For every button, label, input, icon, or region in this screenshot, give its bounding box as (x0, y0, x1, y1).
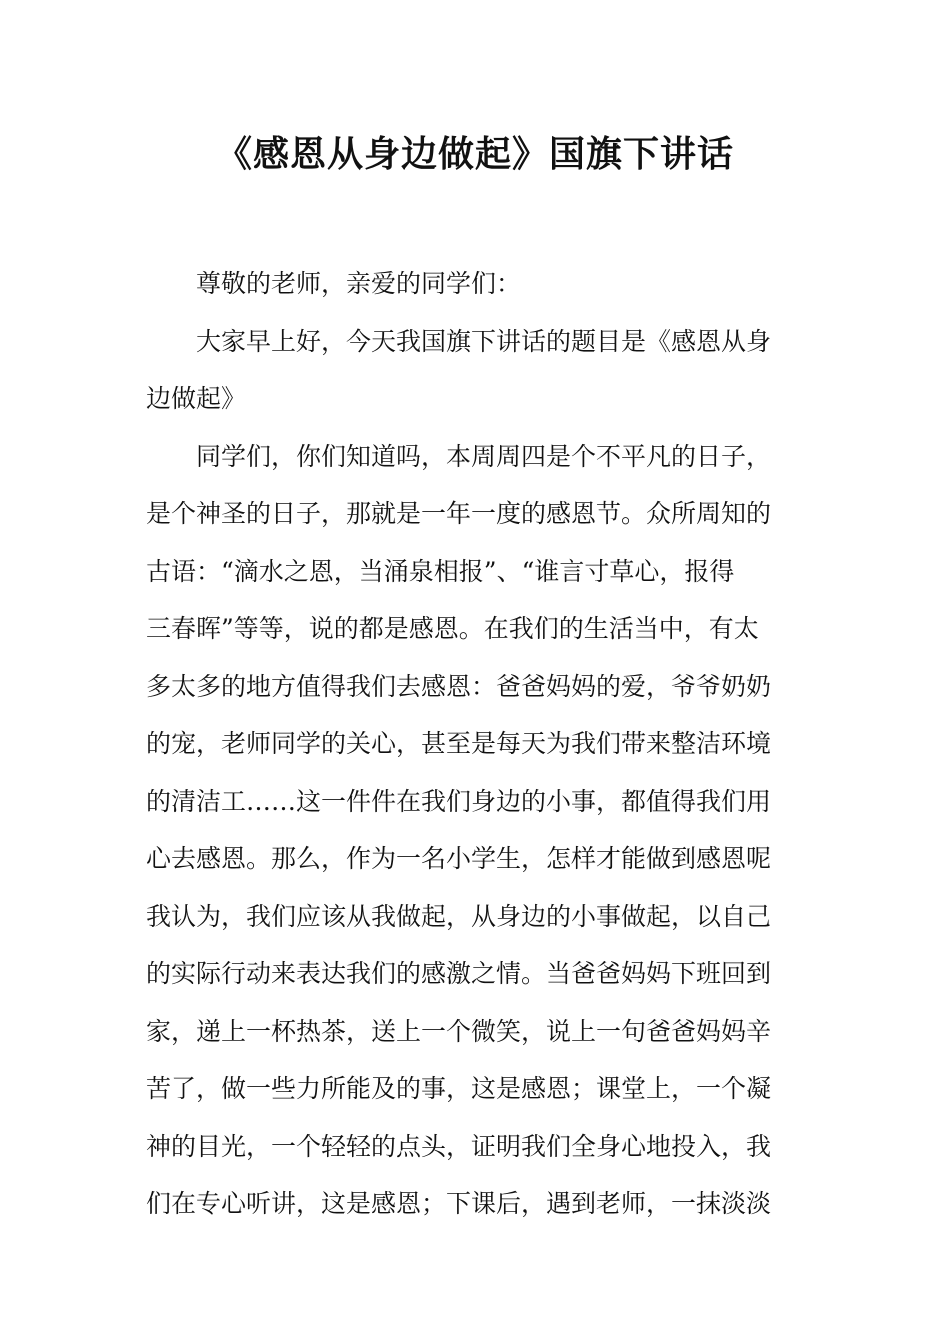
body-line: 心去感恩。那么，作为一名小学生，怎样才能做到感恩呢 (146, 844, 772, 873)
body-line: 的实际行动来表达我们的感激之情。当爸爸妈妈下班回到 (146, 959, 772, 988)
body-line: 是个神圣的日子，那就是一年一度的感恩节。众所周知的 (146, 499, 772, 528)
body-line: 古语：“滴水之恩，当涌泉相报”、“谁言寸草心，报得 (146, 556, 735, 586)
body-line: 大家早上好，今天我国旗下讲话的题目是《感恩从身 (196, 326, 772, 356)
body-line: 们在专心听讲，这是感恩；下课后，遇到老师，一抹淡淡 (146, 1189, 772, 1218)
salutation-line: 尊敬的老师，亲爱的同学们： (196, 269, 522, 298)
body-line: 边做起》 (146, 384, 247, 413)
body-line: 多太多的地方值得我们去感恩：爸爸妈妈的爱，爷爷奶奶 (146, 671, 772, 701)
body-line: 神的目光，一个轻轻的点头，证明我们全身心地投入，我 (146, 1131, 772, 1161)
body-line: 的宠，老师同学的关心，甚至是每天为我们带来整洁环境 (146, 729, 772, 758)
body-line: 苦了，做一些力所能及的事，这是感恩；课堂上，一个凝 (146, 1074, 772, 1103)
document-body (146, 255, 808, 1233)
body-line: 三春晖”等等，说的都是感恩。在我们的生活当中，有太 (146, 614, 759, 643)
document-title: 《感恩从身边做起》国旗下讲话 (215, 133, 734, 175)
body-line: 家，递上一杯热茶，送上一个微笑，说上一句爸爸妈妈辛 (146, 1016, 772, 1046)
body-line: 的清洁工……这一件件在我们身边的小事，都值得我们用 (146, 786, 772, 816)
body-line: 同学们，你们知道吗，本周周四是个不平凡的日子， (196, 441, 772, 471)
body-line: 我认为，我们应该从我做起，从身边的小事做起，以自己 (146, 901, 772, 931)
